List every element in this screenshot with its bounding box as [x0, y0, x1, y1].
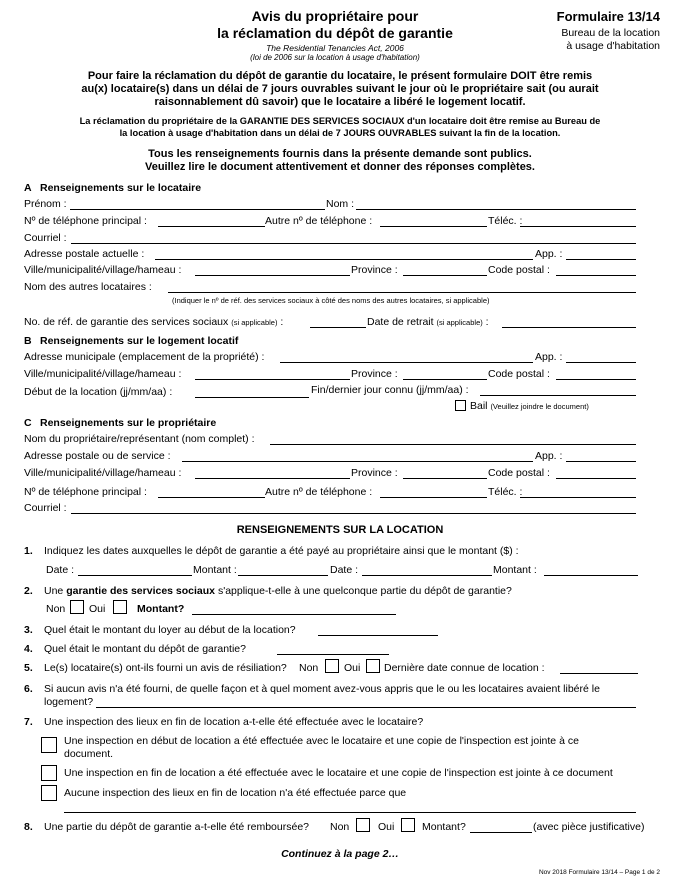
fin-location-field[interactable]: [480, 395, 636, 396]
q7-opt2-checkbox[interactable]: [41, 765, 57, 781]
q6-text-line2: logement?: [44, 696, 94, 708]
nom-field[interactable]: [356, 209, 636, 210]
office-line1: Bureau de la location: [561, 27, 660, 39]
q8-non-checkbox[interactable]: [356, 818, 370, 832]
b-ville-label: Ville/municipalité/village/hameau :: [24, 368, 182, 380]
q8-non-label: Non: [330, 821, 350, 833]
intro-p2-line1: La réclamation du propriétaire de la GARANTIE DES SERVICES SOCIAUX d'un locataire doit être remise au Bureau de: [79, 116, 601, 126]
intro-p1-line3: raisonnablement dû savoir) que le locataire a libéré le logement locatif.: [154, 96, 526, 108]
adresse-field[interactable]: [155, 259, 533, 260]
autres-locataires-note: (Indiquer le nº de réf. des services sociaux à côté des noms des autres locataires, si applicable): [172, 296, 490, 305]
q5-oui-checkbox[interactable]: [366, 659, 380, 673]
ville-label: Ville/municipalité/village/hameau :: [24, 264, 182, 276]
adresse-municipale-label: Adresse municipale (emplacement de la propriété) :: [24, 351, 265, 363]
q7-opt3-text: Aucune inspection des lieux en fin de location n'a été effectuée parce que: [64, 787, 407, 799]
c-code-postal-field[interactable]: [556, 478, 636, 479]
prenom-field[interactable]: [70, 209, 325, 210]
debut-location-label: Début de la location (jj/mm/aa) :: [24, 386, 173, 398]
q7-text: 7. Une inspection des lieux en fin de location a-t-elle été effectuée avec le locataire?: [24, 716, 424, 728]
intro-p1-line2: au(x) locataire(s) dans un délai de 7 jours ouvrables suivant le jour où le propriétaire sait (ou aurait: [81, 83, 599, 95]
q7-opt3-checkbox[interactable]: [41, 785, 57, 801]
q8-montant-field[interactable]: [470, 832, 532, 833]
c-tel-principal-label: Nº de téléphone principal :: [24, 486, 147, 498]
c-telec-field[interactable]: [520, 497, 636, 498]
c-autre-tel-field[interactable]: [380, 497, 487, 498]
q1-montant1-field[interactable]: [238, 575, 328, 576]
adresse-municipale-field[interactable]: [280, 362, 533, 363]
intro-p1-line1: Pour faire la réclamation du dépôt de garantie du locataire, le présent formulaire DOIT être remis: [87, 70, 593, 82]
c-telec-label: Téléc. :: [488, 486, 523, 498]
form-title-line2: la réclamation du dépôt de garantie: [217, 25, 453, 41]
form-title-line1: Avis du propriétaire pour: [251, 8, 419, 24]
app-label: App. :: [535, 248, 563, 260]
intro-p3-line1: Tous les renseignements fournis dans la présente demande sont publics.: [148, 148, 532, 160]
page-info: Nov 2018 Formulaire 13/14 – Page 1 de 2: [538, 869, 660, 876]
q5-oui-label: Oui: [344, 662, 361, 674]
c-app-field[interactable]: [566, 461, 636, 462]
b-code-postal-field[interactable]: [556, 379, 636, 380]
c-autre-tel-label: Autre nº de téléphone :: [265, 486, 373, 498]
q2-montant-field[interactable]: [192, 614, 396, 615]
c-courriel-label: Courriel :: [24, 502, 67, 514]
q5-last-date-label: Dernière date connue de location :: [384, 662, 545, 674]
autres-locataires-label: Nom des autres locataires :: [24, 281, 152, 293]
b-code-postal-label: Code postal :: [488, 368, 550, 380]
form-number: Formulaire 13/14: [556, 9, 660, 24]
date-retrait-field[interactable]: [502, 327, 636, 328]
q1-montant2-label: Montant :: [493, 564, 537, 576]
section-b-header: B Renseignements sur le logement locatif: [24, 335, 239, 347]
fin-location-label: Fin/dernier jour connu (jj/mm/aa) :: [311, 384, 469, 396]
nom-label: Nom :: [326, 198, 355, 210]
c-adresse-label: Adresse postale ou de service :: [24, 450, 171, 462]
q2-oui-label: Oui: [89, 603, 106, 615]
q7-opt1-line2: document.: [64, 748, 114, 760]
q1-date1-field[interactable]: [78, 575, 192, 576]
ref-garantie-label: No. de réf. de garantie des services sociaux (si applicable) :: [24, 316, 284, 328]
continue-note: Continuez à la page 2…: [281, 848, 399, 860]
q1-date2-label: Date :: [330, 564, 359, 576]
bail-label: Bail (Veuillez joindre le document): [470, 400, 589, 412]
province-label: Province :: [351, 264, 398, 276]
section-c-header: C Renseignements sur le propriétaire: [24, 417, 217, 429]
c-code-postal-label: Code postal :: [488, 467, 550, 479]
q1-text: 1. Indiquez les dates auxquelles le dépôt de garantie a été payé au propriétaire ainsi que le montant ($) :: [24, 545, 519, 557]
c-app-label: App. :: [535, 450, 563, 462]
c-province-label: Province :: [351, 467, 398, 479]
q8-oui-label: Oui: [378, 821, 395, 833]
debut-location-field[interactable]: [195, 397, 309, 398]
c-province-field[interactable]: [403, 478, 487, 479]
q2-non-checkbox[interactable]: [70, 600, 84, 614]
date-retrait-label: Date de retrait (si applicable) :: [367, 316, 489, 328]
q8-note: (avec pièce justificative): [533, 821, 645, 833]
courriel-field[interactable]: [71, 243, 636, 244]
q6-field[interactable]: [96, 707, 636, 708]
prenom-label: Prénom :: [24, 198, 67, 210]
b-app-field[interactable]: [566, 362, 636, 363]
ref-garantie-field[interactable]: [310, 327, 366, 328]
code-postal-label: Code postal :: [488, 264, 550, 276]
q4-text: 4. Quel était le montant du dépôt de garantie?: [24, 643, 246, 655]
ville-field[interactable]: [195, 275, 350, 276]
b-province-field[interactable]: [403, 379, 487, 380]
q7-opt2-text: Une inspection en fin de location a été effectuée avec le locataire et une copie de l'inspection est jointe à ce document: [64, 767, 613, 779]
act-name: The Residential Tenancies Act, 2006: [266, 43, 404, 53]
q8-montant-label: Montant?: [422, 821, 466, 833]
q1-montant2-field[interactable]: [544, 575, 638, 576]
bail-checkbox[interactable]: [455, 400, 466, 411]
c-adresse-field[interactable]: [182, 461, 533, 462]
q7-opt3-reason-field[interactable]: [64, 812, 636, 813]
q2-montant-label: Montant?: [137, 603, 185, 615]
c-ville-field[interactable]: [195, 478, 350, 479]
q3-field[interactable]: [318, 635, 438, 636]
autre-tel-label: Autre nº de téléphone :: [265, 215, 373, 227]
telec-field[interactable]: [520, 226, 636, 227]
intro-p3-line2: Veuillez lire le document attentivement et donner des réponses complètes.: [144, 161, 535, 173]
section-a-header: A Renseignements sur le locataire: [24, 182, 202, 194]
nom-proprio-label: Nom du propriétaire/représentant (nom complet) :: [24, 433, 255, 445]
courriel-label: Courriel :: [24, 232, 67, 244]
intro-p2-line2: la location à usage d'habitation dans un délai de 7 JOURS OUVRABLES suivant la fin de la location.: [119, 128, 561, 138]
nom-proprio-field[interactable]: [270, 444, 636, 445]
q5-non-label: Non: [299, 662, 319, 674]
adresse-label: Adresse postale actuelle :: [24, 248, 145, 260]
tel-principal-field[interactable]: [158, 226, 265, 227]
q1-montant1-label: Montant :: [193, 564, 237, 576]
q1-date2-field[interactable]: [362, 575, 492, 576]
q5-non-checkbox[interactable]: [325, 659, 339, 673]
q5-last-date-field[interactable]: [560, 673, 638, 674]
q2-non-label: Non: [46, 603, 66, 615]
code-postal-field[interactable]: [556, 275, 636, 276]
b-app-label: App. :: [535, 351, 563, 363]
q1-date1-label: Date :: [46, 564, 75, 576]
q6-text-line1: 6. Si aucun avis n'a été fourni, de quelle façon et à quel moment avez-vous appris que le ou les locataires avaient libéré le: [24, 683, 600, 695]
act-name-fr: (loi de 2006 sur la location à usage d'habitation): [250, 53, 420, 62]
q2-oui-checkbox[interactable]: [113, 600, 127, 614]
tel-principal-label: Nº de téléphone principal :: [24, 215, 147, 227]
app-field[interactable]: [566, 259, 636, 260]
b-ville-field[interactable]: [195, 379, 350, 380]
province-field[interactable]: [403, 275, 487, 276]
q7-opt1-line1: Une inspection en début de location a été effectuée avec le locataire et une copie de l'inspection est jointe à ce: [64, 735, 579, 747]
q8-text: 8. Une partie du dépôt de garantie a-t-elle été remboursée?: [24, 821, 310, 833]
q2-text: 2. Une garantie des services sociaux s'applique-t-elle à une quelconque partie du dépôt de garantie?: [24, 585, 512, 597]
q8-oui-checkbox[interactable]: [401, 818, 415, 832]
b-province-label: Province :: [351, 368, 398, 380]
autres-locataires-field[interactable]: [168, 292, 636, 293]
q7-opt1-checkbox[interactable]: [41, 737, 57, 753]
c-ville-label: Ville/municipalité/village/hameau :: [24, 467, 182, 479]
telec-label: Téléc. :: [488, 215, 523, 227]
location-info-heading: RENSEIGNEMENTS SUR LA LOCATION: [236, 524, 444, 536]
q5-text: 5. Le(s) locataire(s) ont-ils fourni un avis de résiliation?: [24, 662, 287, 674]
c-courriel-field[interactable]: [71, 513, 636, 514]
c-tel-principal-field[interactable]: [158, 497, 265, 498]
autre-tel-field[interactable]: [380, 226, 487, 227]
q3-text: 3. Quel était le montant du loyer au début de la location?: [24, 624, 296, 636]
q4-field[interactable]: [277, 654, 389, 655]
office-line2: à usage d'habitation: [566, 40, 660, 52]
